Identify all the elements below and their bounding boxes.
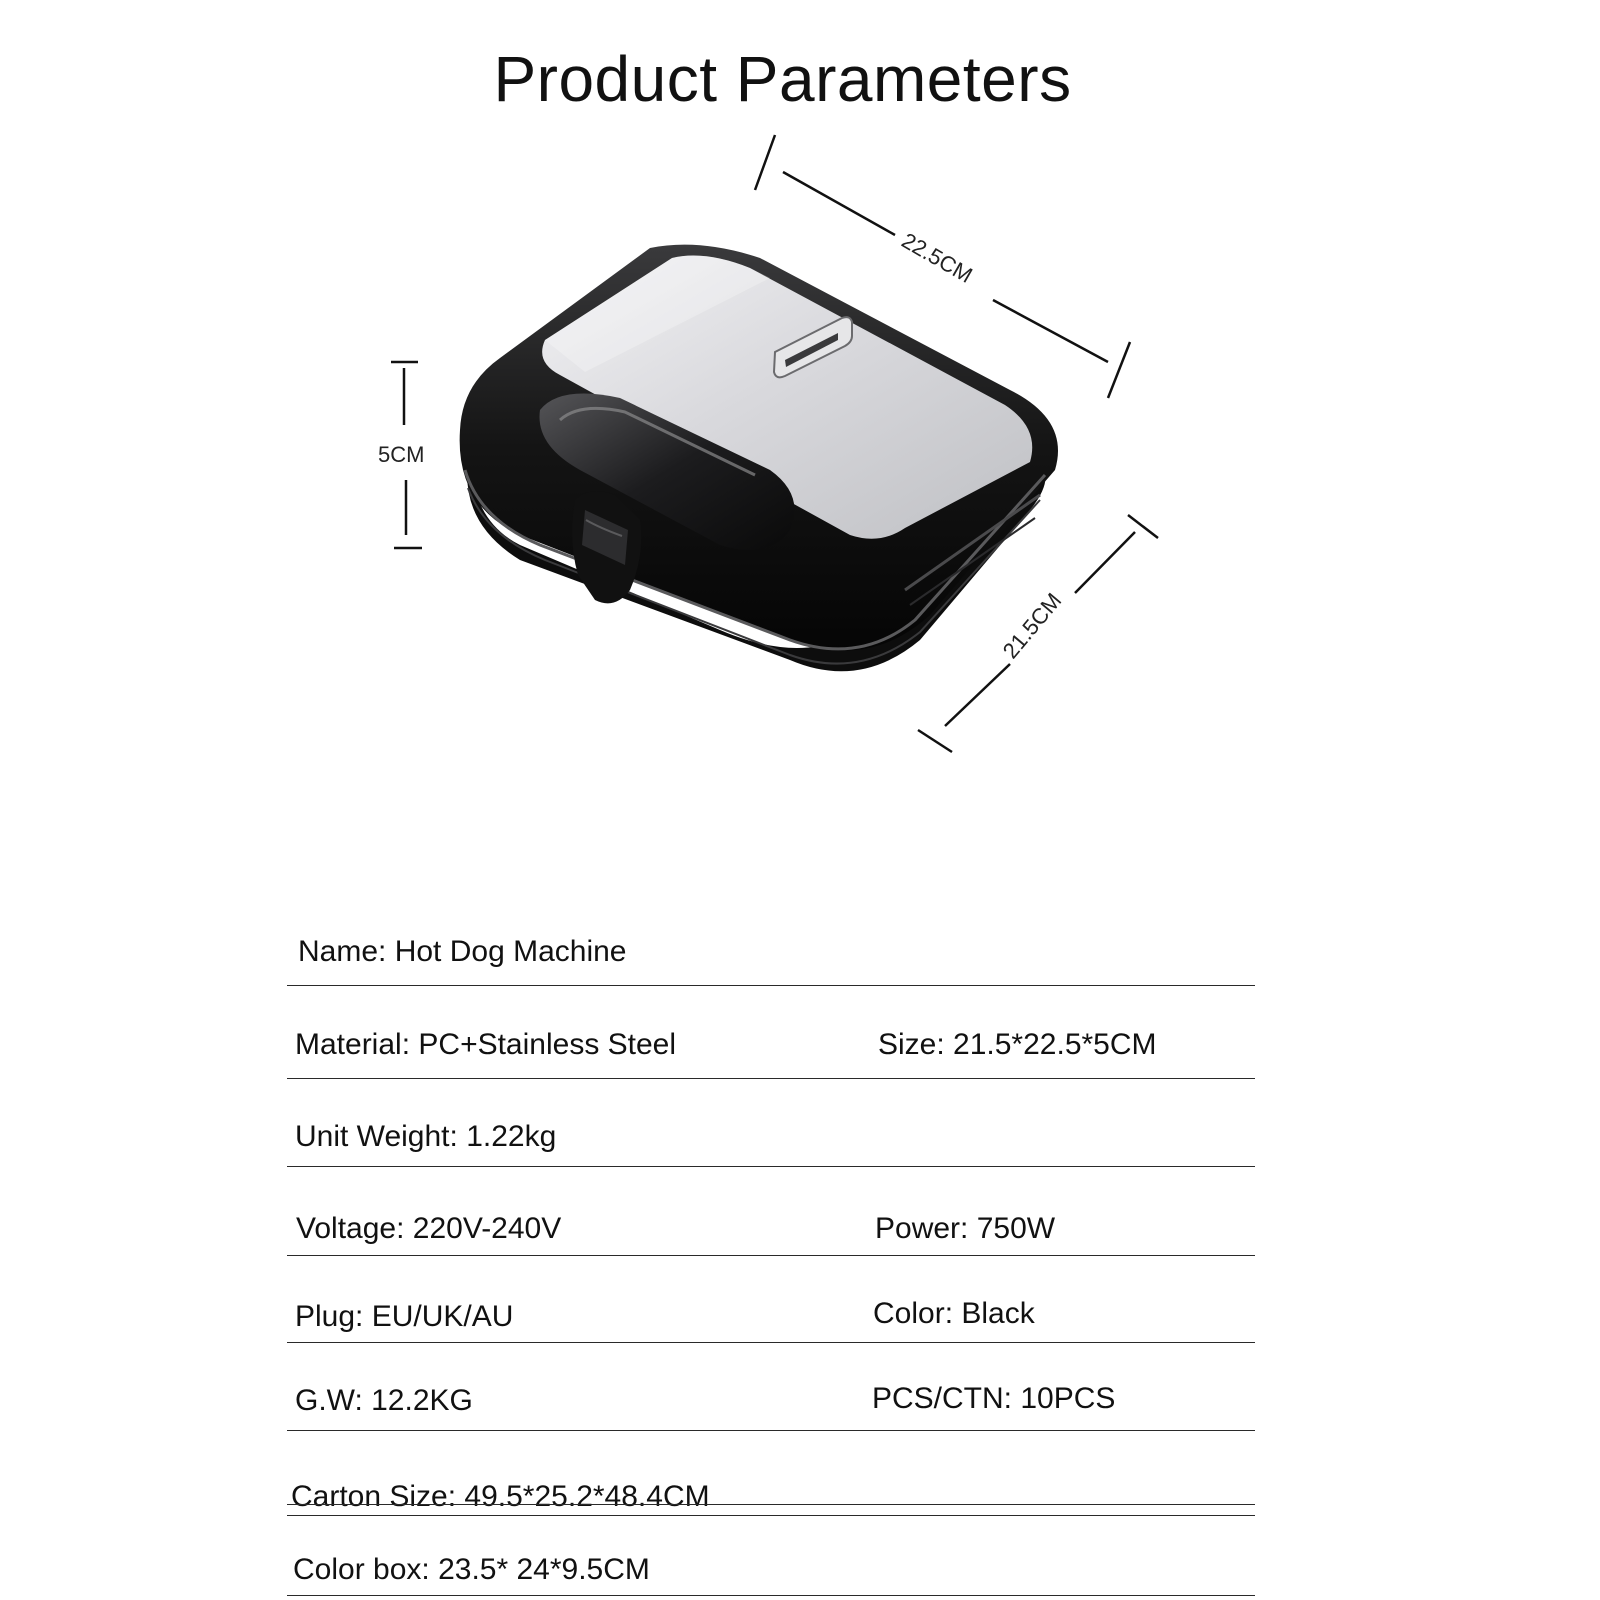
param-color bbox=[873, 1297, 1035, 1331]
param-size bbox=[878, 1028, 1157, 1062]
param-carton-size bbox=[291, 1480, 710, 1514]
param-pcs-ctn-value: 10PCS bbox=[1020, 1382, 1116, 1415]
divider bbox=[287, 1342, 1255, 1343]
param-color-value: Black bbox=[961, 1297, 1035, 1330]
param-unit-weight bbox=[295, 1120, 556, 1154]
param-material bbox=[295, 1028, 676, 1062]
param-name bbox=[298, 935, 627, 969]
param-power bbox=[875, 1212, 1055, 1246]
param-material-value: PC+Stainless Steel bbox=[418, 1028, 677, 1061]
param-color-box-label: Color box: bbox=[293, 1553, 430, 1586]
height-label: 5CM bbox=[378, 442, 425, 467]
param-material-label: Material: bbox=[295, 1028, 411, 1061]
divider bbox=[287, 1255, 1255, 1256]
param-voltage bbox=[296, 1212, 561, 1246]
param-carton-size-value: 49.5*25.2*48.4CM bbox=[464, 1480, 710, 1513]
param-color-label: Color: bbox=[873, 1297, 954, 1330]
width-label: 21.5CM bbox=[997, 588, 1067, 664]
divider bbox=[287, 1166, 1255, 1167]
param-plug-value: EU/UK/AU bbox=[371, 1300, 514, 1333]
param-size-value: 21.5*22.5*5CM bbox=[953, 1028, 1157, 1061]
divider bbox=[287, 1515, 1255, 1516]
divider bbox=[287, 1504, 1255, 1505]
param-color-box-value: 23.5* 24*9.5CM bbox=[438, 1553, 650, 1586]
param-voltage-value: 220V-240V bbox=[412, 1212, 562, 1245]
divider bbox=[287, 985, 1255, 986]
param-power-label: Power: bbox=[875, 1212, 969, 1245]
height-dimension bbox=[378, 362, 424, 548]
param-name-value: Hot Dog Machine bbox=[394, 935, 627, 968]
sandwich-maker-image bbox=[460, 245, 1058, 672]
param-name-label: Name: bbox=[298, 935, 387, 968]
divider bbox=[287, 1430, 1255, 1431]
param-power-value: 750W bbox=[976, 1212, 1056, 1245]
param-pcs-ctn bbox=[872, 1382, 1115, 1416]
page-title: Product Parameters bbox=[493, 43, 1072, 115]
param-color-box bbox=[293, 1553, 650, 1587]
divider bbox=[287, 1595, 1255, 1596]
param-gross-weight bbox=[295, 1384, 473, 1418]
param-plug bbox=[295, 1300, 513, 1334]
param-voltage-label: Voltage: bbox=[296, 1212, 405, 1245]
param-unit-weight-value: 1.22kg bbox=[466, 1120, 557, 1153]
length-label: 22.5CM bbox=[897, 227, 977, 288]
param-carton-size-label: Carton Size: bbox=[291, 1480, 457, 1513]
param-plug-label: Plug: bbox=[295, 1300, 364, 1333]
param-unit-weight-label: Unit Weight: bbox=[295, 1120, 458, 1153]
param-pcs-ctn-label: PCS/CTN: bbox=[872, 1382, 1013, 1415]
param-size-label: Size: bbox=[878, 1028, 945, 1061]
divider bbox=[287, 1078, 1255, 1079]
param-gross-weight-label: G.W: bbox=[295, 1384, 363, 1417]
param-gross-weight-value: 12.2KG bbox=[371, 1384, 473, 1417]
